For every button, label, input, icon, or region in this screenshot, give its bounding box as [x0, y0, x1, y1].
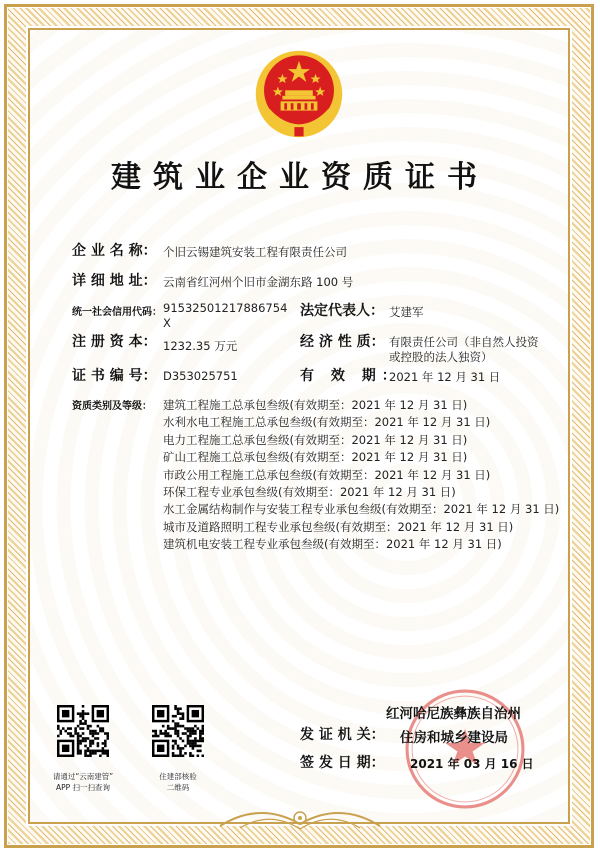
verify-qr-code[interactable] — [152, 705, 204, 757]
economic-type-value: 有限责任公司（非自然人投资或控股的法人独资） — [389, 335, 539, 364]
issuer-name-line2: 住房和城乡建设局 — [400, 730, 508, 746]
qr-caption-line: APP 扫一扫查询 — [55, 783, 111, 792]
company-name-label: 企 业 名 称： — [72, 243, 157, 259]
legal-rep-label: 法定代表人： — [300, 303, 384, 319]
issuer-name-line1: 红河哈尼族彝族自治州 — [386, 706, 521, 722]
qr-caption-line: 二维码 — [166, 783, 190, 792]
qualification-item: 城市及道路照明工程专业承包叁级(有效期至：2021 年 12 月 31 日) — [163, 519, 514, 534]
cert-no-value: D353025751 — [163, 369, 238, 383]
company-name-value: 个旧云锡建筑安装工程有限责任公司 — [163, 245, 347, 259]
national-emblem-icon — [253, 48, 345, 140]
qualifications-label: 资质类别及等级： — [72, 401, 152, 412]
issue-date-value: 2021 年 03 月 16 日 — [410, 757, 534, 771]
ornament-flourish-icon — [215, 796, 385, 836]
qualification-item: 电力工程施工总承包叁级(有效期至：2021 年 12 月 31 日) — [163, 432, 468, 447]
cert-no-label: 证 书 编 号： — [72, 368, 157, 384]
certificate-title: 建筑业企业资质证书 — [111, 160, 489, 195]
qr-caption-line: 请通过“云南建管” — [52, 772, 114, 781]
qualification-item: 建筑工程施工总承包叁级(有效期至：2021 年 12 月 31 日) — [163, 398, 468, 412]
credit-code-value: 91532501217886754X — [163, 301, 288, 330]
qualification-item: 环保工程专业承包叁级(有效期至：2021 年 12 月 31 日) — [163, 485, 456, 500]
address-label: 详 细 地 址： — [72, 273, 157, 289]
address-value: 云南省红河州个旧市金湖东路 100 号 — [163, 275, 354, 289]
qr-caption-line: 住建部核验 — [159, 772, 197, 781]
issue-date-label: 签 发 日 期： — [300, 755, 385, 771]
qualification-item: 矿山工程施工总承包叁级(有效期至：2021 年 12 月 31 日) — [163, 450, 468, 465]
validity-label: 有 效 期： — [300, 368, 402, 384]
qualification-item: 水利水电工程施工总承包叁级(有效期至：2021 年 12 月 31 日) — [163, 415, 491, 430]
qualification-item: 水工金属结构制作与安装工程专业承包叁级(有效期至：2021 年 12 月 31 日) — [163, 502, 560, 517]
capital-value: 1232.35 万元 — [163, 339, 238, 353]
credit-code-label: 统一社会信用代码： — [72, 307, 162, 318]
qualification-item: 市政公用工程施工总承包叁级(有效期至：2021 年 12 月 31 日) — [163, 467, 491, 482]
issuer-label: 发 证 机 关： — [300, 727, 385, 743]
query-qr-code[interactable] — [57, 705, 109, 757]
qualification-item: 建筑机电安装工程专业承包叁级(有效期至：2021 年 12 月 31 日) — [163, 537, 502, 552]
verify-qr-caption — [133, 771, 223, 793]
qualifications-list — [163, 397, 563, 554]
capital-label: 注 册 资 本： — [72, 334, 157, 350]
economic-type-label: 经 济 性 质： — [300, 334, 385, 350]
legal-rep-value: 艾建军 — [389, 305, 424, 319]
validity-value: 2021 年 12 月 31 日 — [389, 370, 501, 384]
query-qr-caption — [38, 771, 128, 793]
